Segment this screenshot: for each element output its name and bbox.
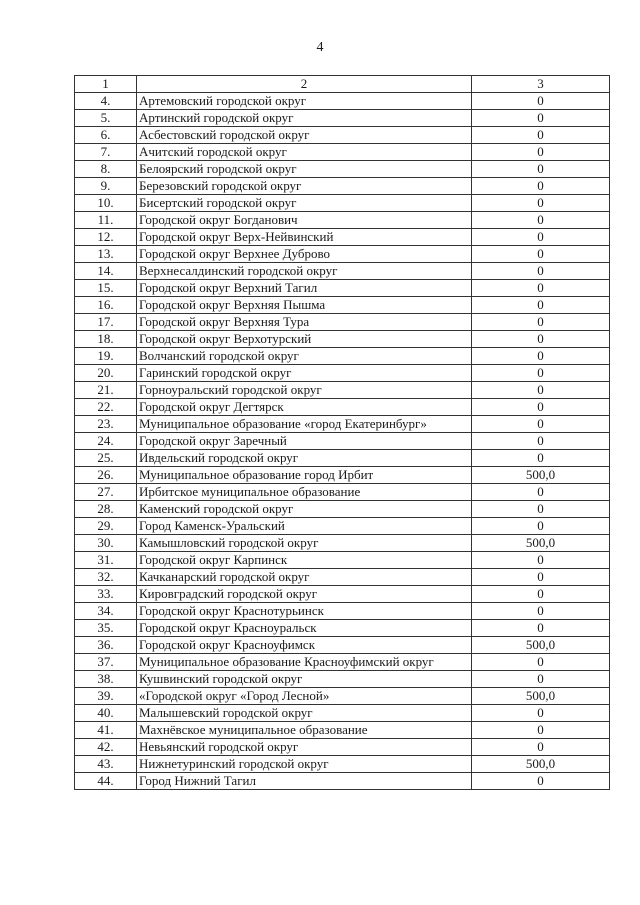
municipality-name-cell: Городской округ Верх-Нейвинский (137, 229, 472, 246)
row-number-cell: 37. (75, 654, 137, 671)
amount-cell: 0 (472, 552, 610, 569)
municipality-name-cell: Город Нижний Тагил (137, 773, 472, 790)
row-number-cell: 15. (75, 280, 137, 297)
amount-cell: 0 (472, 654, 610, 671)
municipalities-table (74, 75, 610, 790)
municipality-name-cell: Махнёвское муниципальное образование (137, 722, 472, 739)
row-number-cell: 10. (75, 195, 137, 212)
amount-cell: 0 (472, 144, 610, 161)
amount-cell: 0 (472, 212, 610, 229)
row-number-cell: 11. (75, 212, 137, 229)
municipality-name-cell: Городской округ Заречный (137, 433, 472, 450)
table-row (75, 110, 610, 127)
row-number-cell: 26. (75, 467, 137, 484)
amount-cell: 0 (472, 314, 610, 331)
amount-cell: 0 (472, 501, 610, 518)
amount-cell: 0 (472, 331, 610, 348)
municipality-name-cell: Городской округ Дегтярск (137, 399, 472, 416)
table-row (75, 246, 610, 263)
municipality-name-cell: Белоярский городской округ (137, 161, 472, 178)
row-number-cell: 39. (75, 688, 137, 705)
amount-cell: 0 (472, 671, 610, 688)
row-number-cell: 16. (75, 297, 137, 314)
row-number-cell: 30. (75, 535, 137, 552)
municipality-name-cell: Город Каменск-Уральский (137, 518, 472, 535)
table-row (75, 331, 610, 348)
municipality-name-cell: Городской округ Верхняя Тура (137, 314, 472, 331)
amount-cell: 0 (472, 705, 610, 722)
municipality-name-cell: Верхнесалдинский городской округ (137, 263, 472, 280)
amount-cell: 0 (472, 569, 610, 586)
table-row (75, 195, 610, 212)
amount-cell: 500,0 (472, 467, 610, 484)
table-row (75, 569, 610, 586)
table-row (75, 93, 610, 110)
table-row (75, 399, 610, 416)
table-row (75, 144, 610, 161)
table-row (75, 654, 610, 671)
column-header-name: 2 (137, 76, 472, 93)
table-row (75, 722, 610, 739)
amount-cell: 0 (472, 416, 610, 433)
table-row (75, 297, 610, 314)
municipality-name-cell: Муниципальное образование «город Екатеринбург» (137, 416, 472, 433)
amount-cell: 500,0 (472, 637, 610, 654)
table-row (75, 773, 610, 790)
row-number-cell: 25. (75, 450, 137, 467)
table-row (75, 756, 610, 773)
row-number-cell: 27. (75, 484, 137, 501)
amount-cell: 0 (472, 280, 610, 297)
municipality-name-cell: Ачитский городской округ (137, 144, 472, 161)
row-number-cell: 14. (75, 263, 137, 280)
column-header-value: 3 (472, 76, 610, 93)
municipality-name-cell: Городской округ Краснотурьинск (137, 603, 472, 620)
municipality-name-cell: Городской округ Верхнее Дуброво (137, 246, 472, 263)
amount-cell: 0 (472, 195, 610, 212)
table-row (75, 212, 610, 229)
table-row (75, 620, 610, 637)
municipality-name-cell: Городской округ Красноуфимск (137, 637, 472, 654)
table-row (75, 127, 610, 144)
row-number-cell: 5. (75, 110, 137, 127)
table-row (75, 518, 610, 535)
table-row (75, 501, 610, 518)
amount-cell: 0 (472, 773, 610, 790)
row-number-cell: 9. (75, 178, 137, 195)
amount-cell: 0 (472, 229, 610, 246)
amount-cell: 0 (472, 620, 610, 637)
row-number-cell: 17. (75, 314, 137, 331)
row-number-cell: 23. (75, 416, 137, 433)
table-body (75, 76, 610, 790)
municipality-name-cell: Бисертский городской округ (137, 195, 472, 212)
amount-cell: 0 (472, 365, 610, 382)
table-row (75, 688, 610, 705)
amount-cell: 0 (472, 722, 610, 739)
table-row (75, 382, 610, 399)
table-row (75, 450, 610, 467)
row-number-cell: 33. (75, 586, 137, 603)
municipality-name-cell: Ирбитское муниципальное образование (137, 484, 472, 501)
amount-cell: 0 (472, 739, 610, 756)
table-row (75, 586, 610, 603)
municipality-name-cell: Муниципальное образование Красноуфимский округ (137, 654, 472, 671)
municipality-name-cell: Артемовский городской округ (137, 93, 472, 110)
row-number-cell: 7. (75, 144, 137, 161)
municipality-name-cell: Городской округ Верхотурский (137, 331, 472, 348)
amount-cell: 0 (472, 586, 610, 603)
row-number-cell: 31. (75, 552, 137, 569)
row-number-cell: 43. (75, 756, 137, 773)
row-number-cell: 19. (75, 348, 137, 365)
municipality-name-cell: Березовский городской округ (137, 178, 472, 195)
row-number-cell: 35. (75, 620, 137, 637)
municipality-name-cell: Каменский городской округ (137, 501, 472, 518)
municipality-name-cell: Городской округ Красноуральск (137, 620, 472, 637)
amount-cell: 0 (472, 127, 610, 144)
municipality-name-cell: Городской округ Богданович (137, 212, 472, 229)
row-number-cell: 42. (75, 739, 137, 756)
table-row (75, 348, 610, 365)
amount-cell: 0 (472, 178, 610, 195)
row-number-cell: 22. (75, 399, 137, 416)
table-row (75, 161, 610, 178)
municipality-name-cell: Муниципальное образование город Ирбит (137, 467, 472, 484)
municipality-name-cell: Горноуральский городской округ (137, 382, 472, 399)
amount-cell: 0 (472, 297, 610, 314)
row-number-cell: 4. (75, 93, 137, 110)
amount-cell: 500,0 (472, 535, 610, 552)
table-row (75, 280, 610, 297)
amount-cell: 0 (472, 348, 610, 365)
amount-cell: 0 (472, 93, 610, 110)
amount-cell: 500,0 (472, 756, 610, 773)
amount-cell: 0 (472, 161, 610, 178)
table-row (75, 705, 610, 722)
row-number-cell: 44. (75, 773, 137, 790)
municipality-name-cell: Кировградский городской округ (137, 586, 472, 603)
municipality-name-cell: Камышловский городской округ (137, 535, 472, 552)
amount-cell: 0 (472, 518, 610, 535)
municipality-name-cell: Кушвинский городской округ (137, 671, 472, 688)
row-number-cell: 21. (75, 382, 137, 399)
row-number-cell: 40. (75, 705, 137, 722)
row-number-cell: 18. (75, 331, 137, 348)
amount-cell: 0 (472, 246, 610, 263)
amount-cell: 0 (472, 263, 610, 280)
table-row (75, 178, 610, 195)
amount-cell: 0 (472, 450, 610, 467)
municipality-name-cell: Городской округ Карпинск (137, 552, 472, 569)
row-number-cell: 24. (75, 433, 137, 450)
row-number-cell: 29. (75, 518, 137, 535)
municipality-name-cell: Качканарский городской округ (137, 569, 472, 586)
row-number-cell: 13. (75, 246, 137, 263)
municipality-name-cell: Ивдельский городской округ (137, 450, 472, 467)
amount-cell: 0 (472, 399, 610, 416)
row-number-cell: 41. (75, 722, 137, 739)
row-number-cell: 34. (75, 603, 137, 620)
row-number-cell: 6. (75, 127, 137, 144)
amount-cell: 0 (472, 110, 610, 127)
table-row (75, 535, 610, 552)
column-header-number: 1 (75, 76, 137, 93)
row-number-cell: 12. (75, 229, 137, 246)
municipality-name-cell: Волчанский городской округ (137, 348, 472, 365)
row-number-cell: 20. (75, 365, 137, 382)
amount-cell: 500,0 (472, 688, 610, 705)
municipality-name-cell: Городской округ Верхняя Пышма (137, 297, 472, 314)
row-number-cell: 36. (75, 637, 137, 654)
row-number-cell: 28. (75, 501, 137, 518)
row-number-cell: 8. (75, 161, 137, 178)
amount-cell: 0 (472, 433, 610, 450)
table-row (75, 484, 610, 501)
table-row (75, 433, 610, 450)
table-row (75, 603, 610, 620)
table-row (75, 229, 610, 246)
table-row (75, 467, 610, 484)
municipality-name-cell: Нижнетуринский городской округ (137, 756, 472, 773)
municipality-name-cell: Асбестовский городской округ (137, 127, 472, 144)
amount-cell: 0 (472, 603, 610, 620)
table-row (75, 263, 610, 280)
row-number-cell: 38. (75, 671, 137, 688)
table-row (75, 739, 610, 756)
amount-cell: 0 (472, 484, 610, 501)
row-number-cell: 32. (75, 569, 137, 586)
table-row (75, 416, 610, 433)
table-row (75, 671, 610, 688)
page-number: 4 (316, 40, 324, 55)
table-row (75, 552, 610, 569)
table-row (75, 365, 610, 382)
table-row (75, 637, 610, 654)
municipality-name-cell: Гаринский городской округ (137, 365, 472, 382)
amount-cell: 0 (472, 382, 610, 399)
municipality-name-cell: Малышевский городской округ (137, 705, 472, 722)
municipality-name-cell: Городской округ Верхний Тагил (137, 280, 472, 297)
table-row (75, 314, 610, 331)
municipality-name-cell: Невьянский городской округ (137, 739, 472, 756)
table-header-row (75, 76, 610, 93)
municipality-name-cell: Артинский городской округ (137, 110, 472, 127)
municipality-name-cell: «Городской округ «Город Лесной» (137, 688, 472, 705)
